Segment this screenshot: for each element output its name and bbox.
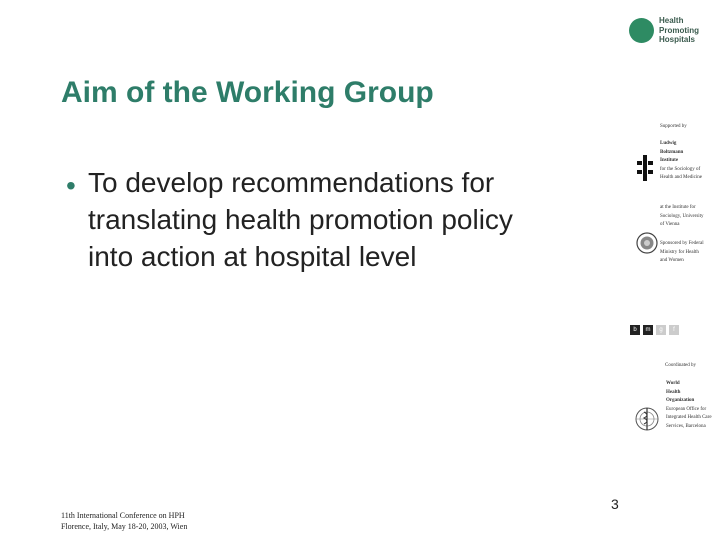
lbi-line: Ludwig: [660, 141, 677, 146]
bullet-line: translating health promotion policy: [88, 204, 513, 235]
lbi-line: Health and Medicine: [660, 175, 702, 180]
lbi-line: Boltzmann: [660, 149, 684, 155]
bmgf-letter: m: [643, 325, 653, 335]
lbi-line: Institute: [660, 158, 679, 163]
bullet-text: [88, 164, 513, 275]
supported-by-label: Supported by: [660, 124, 687, 129]
logo-circle-icon: [629, 18, 654, 43]
lbi-logo-icon: [637, 155, 653, 181]
bmgf-letter: b: [630, 325, 640, 335]
ministry-line: and Women: [660, 258, 684, 263]
footer: [61, 510, 187, 532]
who-line: European Office for: [666, 406, 707, 412]
ministry-text: [660, 240, 704, 266]
bmgf-logo: [630, 318, 682, 336]
page-number: 3: [611, 496, 619, 512]
ministry-line: Ministry for Health: [660, 249, 699, 255]
who-line: Health: [666, 389, 681, 395]
vienna-text: [660, 204, 704, 230]
who-line: World: [666, 381, 680, 386]
footer-line-1: 11th International Conference on HPH: [61, 511, 185, 520]
who-line: Integrated Health Care: [666, 415, 712, 420]
logo-line: Promoting: [659, 25, 699, 35]
ministry-line: Sponsored by Federal: [660, 241, 704, 246]
bullet-dot-icon: •: [66, 170, 76, 201]
bullet-line: To develop recommendations for: [88, 167, 495, 198]
bullet-line: into action at hospital level: [88, 241, 417, 272]
university-seal-icon: [636, 232, 658, 254]
footer-line-2: Florence, Italy, May 18-20, 2003, Wien: [61, 522, 188, 531]
lbi-text: [660, 140, 702, 183]
logo-text: [659, 16, 699, 45]
logo-line: Health: [659, 16, 684, 25]
bmgf-letter: f: [669, 325, 679, 335]
who-text: [666, 380, 712, 431]
lbi-line: for the Sociology of: [660, 166, 701, 172]
vienna-line: at the Institute for: [660, 205, 696, 210]
who-emblem-icon: [634, 406, 660, 432]
vienna-line: of Vienna: [660, 222, 680, 227]
vienna-line: Sociology, University: [660, 213, 704, 219]
slide-title: Aim of the Working Group: [61, 76, 434, 109]
who-line: Services, Barcelona: [666, 423, 706, 429]
logo-line: Hospitals: [659, 35, 696, 44]
coordinated-by-label: Coordinated by: [665, 363, 696, 368]
who-line: Organization: [666, 398, 695, 403]
hph-logo: [629, 16, 709, 44]
bmgf-letter: g: [656, 325, 666, 335]
